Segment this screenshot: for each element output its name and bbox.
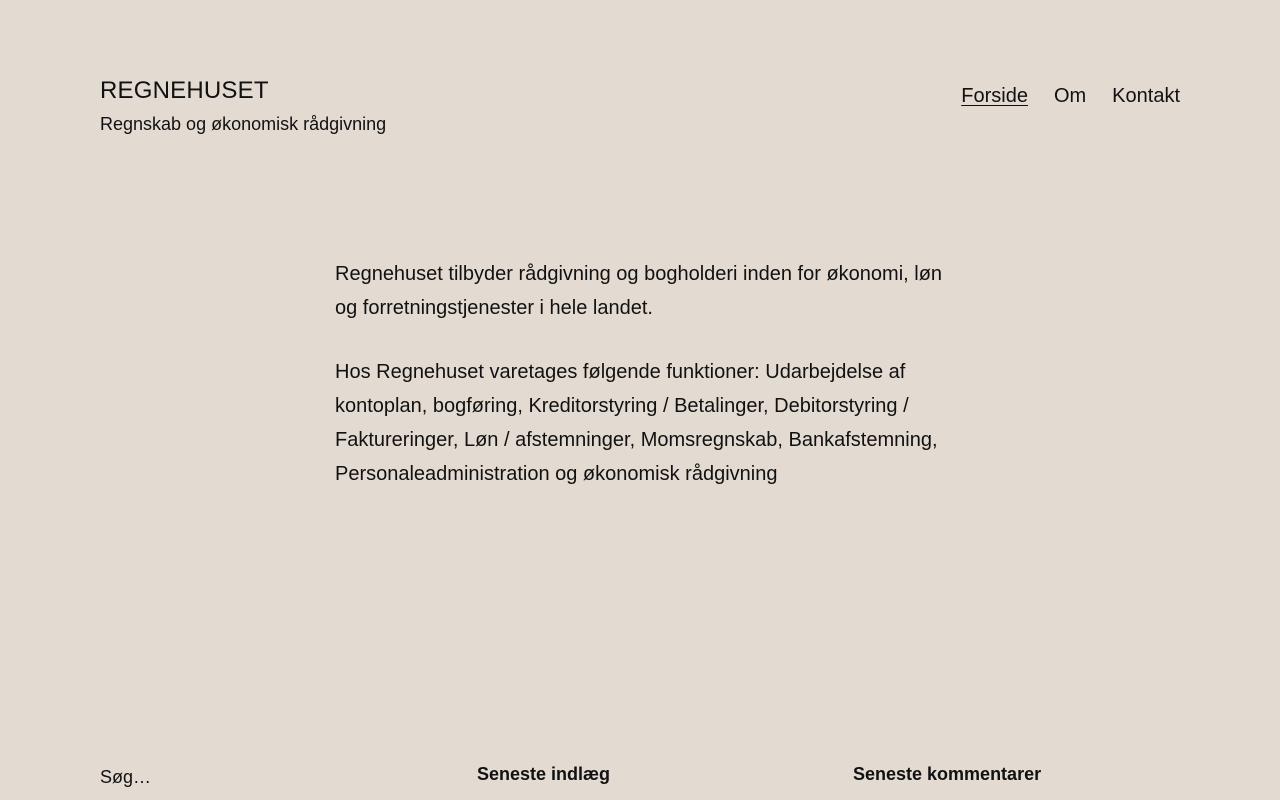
site-description: Regnskab og økonomisk rådgivning xyxy=(100,114,387,134)
recent-comments-title: Seneste kommentarer xyxy=(853,764,1042,784)
nav-item-forside[interactable]: Forside xyxy=(961,85,1028,107)
site-header xyxy=(100,76,1180,146)
nav-item-om[interactable]: Om xyxy=(1053,85,1087,107)
functions-paragraph: Hos Regnehuset varetages følgende funktioner: Udarbejdelse af kontoplan, bogføring, Kreditorstyring / Betalinger, Debitorstyring / Faktureringer, Løn / afstemninger, Momsregnskab, Bankafstemning, Personaleadministration og økonomisk rådgivning xyxy=(335,361,938,485)
site-title[interactable]: REGNEHUSET xyxy=(100,77,269,104)
footer-widgets xyxy=(100,760,1180,800)
search-input[interactable] xyxy=(100,764,400,790)
main-content xyxy=(335,257,950,521)
nav-item-kontakt[interactable]: Kontakt xyxy=(1112,85,1180,107)
intro-paragraph: Regnehuset tilbyder rådgivning og bogholderi inden for økonomi, løn og forretningstjenester i hele landet. xyxy=(335,263,943,319)
main-navigation xyxy=(961,84,1180,108)
recent-posts-title: Seneste indlæg xyxy=(477,764,611,784)
